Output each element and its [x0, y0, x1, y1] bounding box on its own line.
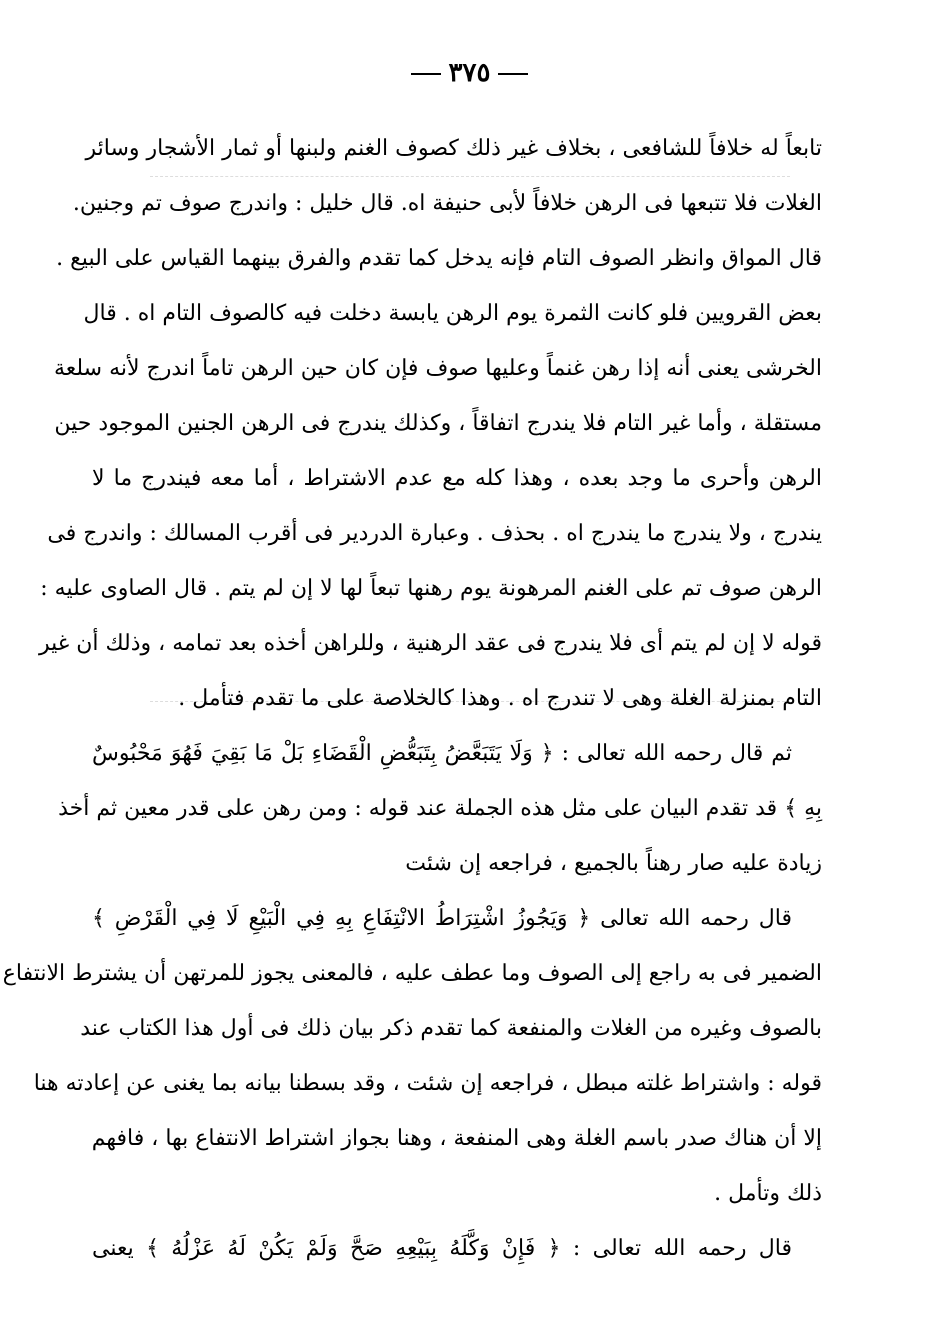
text-line: إلا أن هناك صدر باسم الغلة وهى المنفعة ، وهنا بجواز اشتراط الانتفاع بها ، فافهم [91, 1126, 822, 1151]
text-line: الرهن صوف تم على الغنم المرهونة يوم رهنها تبعاً لها لا إن لم يتم . قال الصاوى عليه : [40, 576, 822, 601]
text-line: ذلك وتأمل . [714, 1181, 822, 1206]
text-line: قال المواق وانظر الصوف التام فإنه يدخل كما تقدم والفرق بينهما القياس على البيع . [56, 246, 822, 271]
text-line: الرهن وأحرى ما وجد بعده ، وهذا كله مع عدم الاشتراط ، أما معه فيندرج ما لا [92, 466, 822, 491]
text-line: الخرشى يعنى أنه إذا رهن غنماً وعليها صوف فإن كان حين الرهن تاماً اندرج لأنه سلعة [53, 356, 822, 381]
text-line: التام بمنزلة الغلة وهى لا تندرج اه . وهذا كالخلاصة على ما تقدم فتأمل . [178, 686, 822, 711]
text-line: مستقلة ، وأما غير التام فلا يندرج اتفاقاً ، وكذلك يندرج فى الرهن الجنين الموجود حين [54, 411, 822, 436]
page-number: ٣٧٥ [448, 58, 491, 88]
page-header [0, 58, 939, 88]
text-line: تابعاً له خلافاً للشافعى ، بخلاف غير ذلك كصوف الغنم ولبنها أو ثمار الأشجار وسائر [85, 136, 822, 161]
header-dash-left [411, 73, 441, 75]
text-line: بعض القرويين فلو كانت الثمرة يوم الرهن يابسة دخلت فيه كالصوف التام اه . قال [83, 301, 822, 326]
text-line: قوله لا إن لم يتم أى فلا يندرج فى عقد الرهنية ، وللراهن أخذه بعد تمامه ، وذلك أن غير [38, 631, 822, 656]
text-line: قال رحمه الله تعالى ﴿ وَيَجُوزُ اشْتِرَاطُ الانْتِفَاعِ بِهِ فِي الْبَيْعِ لَا فِي الْقَرْضِ ﴾ [92, 906, 792, 931]
text-line: يندرج ، ولا يندرج ما يندرج اه . بحذف . وعبارة الدردير فى أقرب المسالك : واندرج فى [47, 521, 822, 546]
header-dash-right [498, 73, 528, 75]
text-line: الضمير فى به راجع إلى الصوف وما عطف عليه ، فالمعنى يجوز للمرتهن أن يشترط الانتفاع [2, 961, 822, 986]
text-line: بالصوف وغيره من الغلات والمنفعة كما تقدم ذكر بيان ذلك فى أول هذا الكتاب عند [80, 1016, 822, 1041]
text-line: ثم قال رحمه الله تعالى : ﴿ وَلَا يَتَبَعَّضُ بِتَبَعُّضِ الْقَضَاءِ بَلْ مَا بَقِيَ فَهُوَ مَحْبُوسٌ [92, 741, 792, 766]
text-line: قال رحمه الله تعالى : ﴿ فَإِنْ وَكَّلَهُ بِبَيْعِهِ صَحَّ وَلَمْ يَكُنْ لَهُ عَزْلُهُ ﴾ يعنى [92, 1236, 792, 1261]
text-line: بِهِ ﴾ قد تقدم البيان على مثل هذه الجملة عند قوله : ومن رهن على قدر معين ثم أخذ [58, 796, 822, 821]
text-line: زيادة عليه صار رهناً بالجميع ، فراجعه إن شئت [405, 851, 822, 876]
body-text [2, 124, 822, 1279]
text-line: الغلات فلا تتبعها فى الرهن خلافاً لأبى حنيفة اه. قال خليل : واندرج صوف تم وجنين. [72, 191, 822, 216]
text-line: قوله : واشتراط غلته مبطل ، فراجعه إن شئت ، وقد بسطنا بيانه بما يغنى عن إعادته هنا [33, 1071, 822, 1096]
